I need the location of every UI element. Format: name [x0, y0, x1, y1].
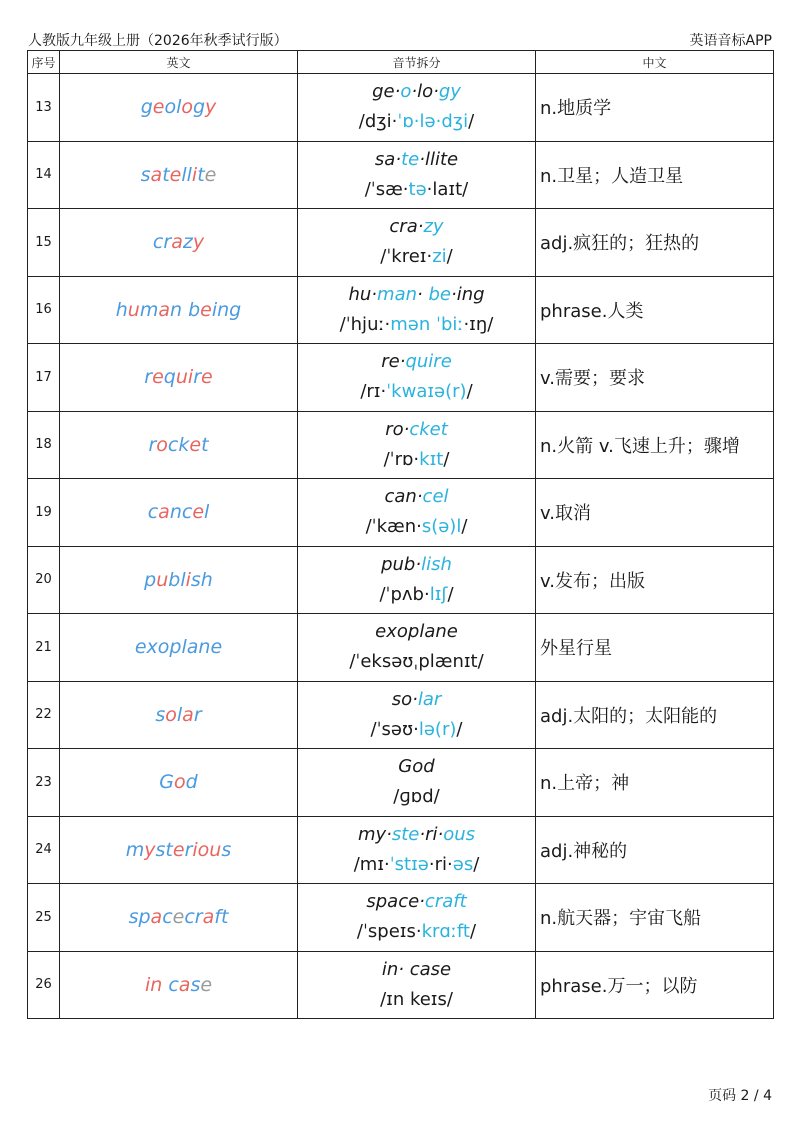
syllable-segment: ·ing: [450, 283, 485, 305]
phonetic-segment: /ˈkreɪ·: [380, 246, 433, 268]
syllable-segment: ous: [443, 823, 476, 845]
english-word: [60, 816, 298, 884]
phonetic-transcription: [298, 175, 535, 205]
syllable-split: [298, 955, 535, 985]
word-segment: r: [193, 703, 202, 726]
word-segment: e: [192, 501, 205, 524]
word-segment: y: [205, 96, 217, 119]
syllable-cell: [298, 479, 536, 547]
syllable-cell: [298, 74, 536, 142]
word-segment: sp: [128, 906, 151, 929]
syllable-segment: sa: [374, 148, 396, 170]
english-word: [60, 749, 298, 817]
syllable-segment: cket: [409, 418, 448, 440]
english-word: [60, 479, 298, 547]
word-segment: a: [178, 973, 191, 996]
word-segment: in: [144, 973, 169, 996]
syllable-cell: [298, 749, 536, 817]
phonetic-segment: tə: [408, 178, 427, 200]
word-segment: g: [140, 96, 153, 119]
phonetic-segment: /: [446, 246, 453, 268]
app-name: 英语音标APP: [689, 33, 772, 49]
syllable-segment: craft: [424, 891, 467, 913]
word-segment: r: [148, 433, 157, 456]
row-number: 25: [28, 884, 60, 952]
row-number: 26: [28, 951, 60, 1019]
word-segment: G: [159, 771, 175, 794]
phonetic-segment: krɑːft: [421, 921, 470, 943]
phonetic-segment: /ˈpʌb·: [379, 583, 430, 605]
word-segment: a: [150, 163, 163, 186]
english-word: [60, 209, 298, 277]
phonetic-segment: /: [466, 381, 473, 403]
word-segment: l: [204, 501, 210, 524]
chinese-meaning: v.需要；要求: [536, 344, 774, 412]
table-row: [28, 344, 774, 412]
syllable-segment: ·: [394, 81, 401, 103]
word-segment: e: [204, 163, 217, 186]
phonetic-segment: /: [470, 921, 477, 943]
row-number: 14: [28, 141, 60, 209]
phonetic-segment: /ˈeksəʊˌplænɪt/: [349, 651, 484, 673]
word-segment: z: [182, 231, 193, 254]
word-segment: o: [174, 771, 186, 794]
word-segment: c: [147, 501, 159, 524]
column-header-chinese: 中文: [536, 51, 774, 74]
vocabulary-table: [27, 50, 774, 1019]
phonetic-segment: kɪt: [419, 448, 444, 470]
table-row: [28, 614, 774, 682]
phonetic-segment: əs: [452, 853, 474, 875]
table-row: [28, 951, 774, 1019]
syllable-segment: exoplane: [375, 621, 458, 643]
word-segment: t: [162, 163, 170, 186]
phonetic-segment: /ˈkæn·: [365, 516, 422, 538]
row-number: 15: [28, 209, 60, 277]
phonetic-segment: /: [443, 448, 450, 470]
word-segment: u: [127, 298, 140, 321]
column-header-syllables: 音节拆分: [298, 51, 536, 74]
syllable-segment: ·: [417, 216, 424, 238]
syllable-segment: man: [377, 283, 418, 305]
syllable-segment: cra: [389, 216, 418, 238]
syllable-segment: ·: [403, 418, 410, 440]
syllable-segment: o: [400, 81, 412, 103]
syllable-cell: [298, 344, 536, 412]
chinese-meaning: adj.神秘的: [536, 816, 774, 884]
syllable-segment: so: [391, 688, 413, 710]
english-word: [60, 614, 298, 682]
word-segment: bl: [168, 568, 186, 591]
syllable-cell: [298, 614, 536, 682]
word-segment: o: [181, 96, 193, 119]
phonetic-segment: ·laɪt/: [426, 178, 469, 200]
syllable-segment: ro: [385, 418, 404, 440]
word-segment: ll: [181, 163, 192, 186]
phonetic-transcription: [298, 715, 535, 745]
chinese-meaning: v.发布；出版: [536, 546, 774, 614]
phonetic-segment: /ɪn keɪs/: [380, 988, 453, 1010]
phonetic-segment: /: [447, 583, 454, 605]
table-row: [28, 816, 774, 884]
word-segment: iou: [192, 838, 222, 861]
phonetic-transcription: [298, 107, 535, 137]
phonetic-segment: /ˈhjuː·: [339, 313, 391, 335]
chinese-meaning: adj.疯狂的；狂热的: [536, 209, 774, 277]
phonetic-segment: /ˈrɒ·: [383, 448, 420, 470]
word-segment: d: [185, 771, 198, 794]
phonetic-transcription: [298, 985, 535, 1015]
table-row: [28, 411, 774, 479]
word-segment: i: [185, 568, 191, 591]
word-segment: e: [169, 163, 182, 186]
word-segment: ck: [167, 433, 190, 456]
syllable-split: [298, 752, 535, 782]
syllable-split: [298, 887, 535, 917]
phonetic-segment: /mɪ·: [353, 853, 390, 875]
phonetic-segment: /: [468, 111, 475, 133]
word-segment: e: [201, 366, 213, 389]
word-segment: y: [192, 231, 205, 254]
english-word: [60, 884, 298, 952]
word-segment: ft: [214, 906, 229, 929]
chinese-meaning: v.取消: [536, 479, 774, 547]
word-segment: s: [221, 838, 232, 861]
syllable-segment: ·: [437, 823, 444, 845]
syllable-segment: hu: [348, 283, 372, 305]
syllable-segment: ·: [411, 81, 418, 103]
word-segment: l: [176, 96, 182, 119]
word-segment: e: [152, 96, 165, 119]
word-segment: i: [191, 163, 198, 186]
row-number: 21: [28, 614, 60, 682]
word-segment: ui: [175, 366, 194, 389]
table-row: [28, 479, 774, 547]
word-segment: s: [140, 163, 151, 186]
syllable-segment: ·: [416, 486, 423, 508]
chinese-meaning: n.地质学: [536, 74, 774, 142]
syllable-segment: ·: [386, 823, 392, 845]
word-segment: r: [184, 838, 193, 861]
syllable-cell: [298, 951, 536, 1019]
word-segment: a: [158, 298, 170, 321]
phonetic-segment: /ˈsæ·: [364, 178, 409, 200]
syllable-cell: [298, 681, 536, 749]
word-segment: s: [190, 973, 201, 996]
row-number: 23: [28, 749, 60, 817]
syllable-segment: cel: [422, 486, 449, 508]
word-segment: s: [155, 703, 166, 726]
phonetic-transcription: [298, 782, 535, 812]
table-row: [28, 276, 774, 344]
word-segment: a: [171, 231, 183, 254]
syllable-split: [298, 482, 535, 512]
english-word: [60, 276, 298, 344]
syllable-segment: pub: [381, 553, 416, 575]
phonetic-segment: s(ə)l: [421, 516, 462, 538]
phonetic-transcription: [298, 580, 535, 610]
word-segment: e: [200, 298, 212, 321]
phonetic-segment: /ɡɒd/: [393, 786, 440, 808]
syllable-split: [298, 347, 535, 377]
syllable-segment: ri: [425, 823, 438, 845]
syllable-split: [298, 212, 535, 242]
word-segment: cr: [152, 231, 172, 254]
word-segment: a: [150, 906, 163, 929]
syllable-split: [298, 685, 535, 715]
table-row: [28, 141, 774, 209]
phonetic-segment: /ˈsəʊ·: [370, 718, 419, 740]
phonetic-segment: /dʒi·: [358, 111, 398, 133]
word-segment: o: [164, 96, 177, 119]
syllable-segment: ·: [371, 283, 378, 305]
english-word: [60, 74, 298, 142]
row-number: 24: [28, 816, 60, 884]
syllable-split: [298, 820, 535, 850]
table-row: [28, 749, 774, 817]
syllable-segment: gy: [438, 81, 461, 103]
document-title: 人教版九年级上册（2026年秋季试行版）: [28, 33, 288, 49]
phonetic-segment: dʒi: [441, 111, 469, 133]
syllable-split: [298, 77, 535, 107]
word-segment: nc: [169, 501, 193, 524]
syllable-segment: ·: [415, 553, 422, 575]
phonetic-segment: ·ri·: [428, 853, 453, 875]
table-row: [28, 74, 774, 142]
row-number: 17: [28, 344, 60, 412]
table-row: [28, 884, 774, 952]
word-segment: ing: [211, 298, 242, 321]
phonetic-segment: /ˈspeɪs·: [356, 921, 422, 943]
word-segment: r: [193, 366, 201, 389]
table-row: [28, 546, 774, 614]
word-segment: st: [155, 838, 173, 861]
syllable-segment: be: [428, 283, 451, 305]
phonetic-segment: /rɪ·: [360, 381, 387, 403]
word-segment: cr: [184, 906, 203, 929]
word-segment: e: [189, 433, 202, 456]
word-segment: e: [200, 973, 213, 996]
word-segment: n b: [170, 298, 201, 321]
word-segment: g: [192, 96, 206, 119]
word-segment: y: [144, 838, 156, 861]
word-segment: t: [201, 433, 209, 456]
word-segment: c: [168, 973, 179, 996]
syllable-split: [298, 145, 535, 175]
chinese-meaning: n.卫星；人造卫星: [536, 141, 774, 209]
syllable-cell: [298, 884, 536, 952]
chinese-meaning: n.上帝；神: [536, 749, 774, 817]
row-number: 13: [28, 74, 60, 142]
syllable-split: [298, 617, 535, 647]
word-segment: e: [172, 906, 185, 929]
english-word: [60, 951, 298, 1019]
row-number: 20: [28, 546, 60, 614]
syllable-split: [298, 415, 535, 445]
phonetic-transcription: [298, 647, 535, 677]
phonetic-segment: zi: [432, 246, 447, 268]
table-row: [28, 681, 774, 749]
syllable-split: [298, 280, 535, 310]
chinese-meaning: n.火箭 v.飞速上升；骤增: [536, 411, 774, 479]
syllable-segment: quire: [405, 351, 452, 373]
syllable-segment: ·: [419, 823, 426, 845]
syllable-segment: in· case: [381, 958, 452, 980]
syllable-segment: llite: [424, 148, 459, 170]
word-segment: q: [163, 366, 176, 389]
chinese-meaning: 外星行星: [536, 614, 774, 682]
chinese-meaning: phrase.万一；以防: [536, 951, 774, 1019]
phonetic-segment: ˈkwaɪə(r): [386, 381, 467, 403]
page-number: 页码 2 / 4: [708, 1088, 772, 1104]
syllable-segment: zy: [423, 216, 444, 238]
row-number: 22: [28, 681, 60, 749]
english-word: [60, 546, 298, 614]
english-word: [60, 141, 298, 209]
word-segment: a: [158, 501, 170, 524]
english-word: [60, 411, 298, 479]
syllable-segment: lar: [417, 688, 442, 710]
word-segment: e: [152, 366, 164, 389]
word-segment: m: [139, 298, 159, 321]
word-segment: sh: [190, 568, 213, 591]
word-segment: o: [165, 703, 177, 726]
syllable-segment: ·: [417, 283, 429, 305]
syllable-cell: [298, 411, 536, 479]
phonetic-transcription: [298, 917, 535, 947]
word-segment: h: [115, 298, 128, 321]
syllable-cell: [298, 209, 536, 277]
word-segment: o: [156, 433, 168, 456]
syllable-segment: space: [366, 891, 420, 913]
table-header-row: [28, 51, 774, 74]
phonetic-segment: ˈstɪə: [389, 853, 429, 875]
phonetic-transcription: [298, 242, 535, 272]
syllable-segment: my: [357, 823, 387, 845]
syllable-segment: ·: [419, 148, 425, 170]
syllable-segment: ·: [395, 148, 402, 170]
phonetic-transcription: [298, 377, 535, 407]
phonetic-transcription: [298, 850, 535, 880]
word-segment: p: [144, 568, 157, 591]
syllable-segment: ·: [412, 688, 418, 710]
syllable-cell: [298, 816, 536, 884]
word-segment: l: [176, 703, 183, 726]
syllable-segment: te: [401, 148, 420, 170]
english-word: [60, 681, 298, 749]
phonetic-segment: lɪʃ: [429, 583, 448, 605]
syllable-segment: lo: [417, 81, 434, 103]
row-number: 19: [28, 479, 60, 547]
syllable-segment: ge: [372, 81, 395, 103]
phonetic-segment: /: [456, 718, 463, 740]
phonetic-segment: /: [461, 516, 468, 538]
syllable-segment: can: [384, 486, 417, 508]
column-header-number: 序号: [28, 51, 60, 74]
chinese-meaning: adj.太阳的；太阳能的: [536, 681, 774, 749]
column-header-english: 英文: [60, 51, 298, 74]
chinese-meaning: n.航天器；宇宙飞船: [536, 884, 774, 952]
syllable-cell: [298, 141, 536, 209]
word-segment: m: [125, 838, 145, 861]
phonetic-transcription: [298, 512, 535, 542]
syllable-segment: lish: [421, 553, 452, 575]
chinese-meaning: phrase.人类: [536, 276, 774, 344]
syllable-segment: ·: [419, 891, 425, 913]
word-segment: c: [162, 906, 173, 929]
syllable-cell: [298, 546, 536, 614]
syllable-cell: [298, 276, 536, 344]
phonetic-segment: lə(r): [418, 718, 457, 740]
syllable-segment: ste: [391, 823, 420, 845]
word-segment: r: [144, 366, 153, 389]
word-segment: u: [156, 568, 169, 591]
word-segment: a: [202, 906, 215, 929]
phonetic-transcription: [298, 445, 535, 475]
phonetic-segment: mən ˈbiː: [390, 313, 464, 335]
syllable-segment: ·: [399, 351, 406, 373]
word-segment: t: [197, 163, 205, 186]
word-segment: exoplane: [134, 636, 223, 659]
syllable-segment: re: [381, 351, 400, 373]
word-segment: e: [172, 838, 185, 861]
phonetic-segment: ·ɪŋ/: [463, 313, 494, 335]
phonetic-transcription: [298, 310, 535, 340]
row-number: 18: [28, 411, 60, 479]
english-word: [60, 344, 298, 412]
word-segment: a: [182, 703, 194, 726]
phonetic-segment: ˈɒ·lə·: [397, 111, 442, 133]
row-number: 16: [28, 276, 60, 344]
syllable-segment: God: [398, 756, 435, 778]
syllable-segment: ·: [433, 81, 439, 103]
phonetic-segment: /: [473, 853, 480, 875]
table-row: [28, 209, 774, 277]
syllable-split: [298, 550, 535, 580]
